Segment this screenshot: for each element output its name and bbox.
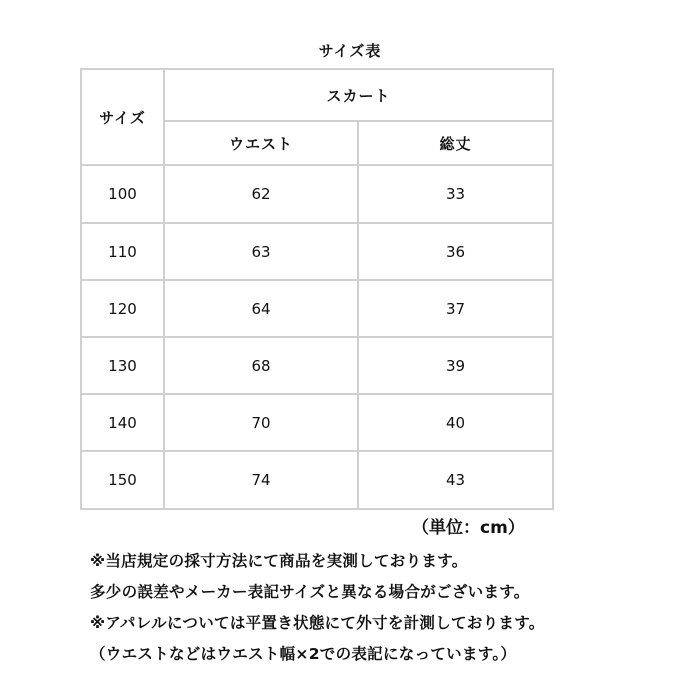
waist-cell: 63 xyxy=(164,223,358,280)
column-header-length: 総丈 xyxy=(358,121,553,165)
table-row xyxy=(81,394,553,451)
page-title: サイズ表 xyxy=(318,42,382,60)
header-row-top xyxy=(81,69,553,121)
waist-cell: 68 xyxy=(164,337,358,394)
table-row xyxy=(81,165,553,223)
column-header-waist: ウエスト xyxy=(164,121,358,165)
length-cell: 37 xyxy=(358,280,553,337)
notes xyxy=(90,546,690,670)
size-cell: 150 xyxy=(81,451,164,509)
length-cell: 36 xyxy=(358,223,553,280)
waist-cell: 62 xyxy=(164,165,358,223)
unit-label: （単位：cm） xyxy=(412,518,525,538)
table-row xyxy=(81,280,553,337)
waist-cell: 74 xyxy=(164,451,358,509)
size-header: サイズ xyxy=(81,69,164,165)
note-line: （ウエストなどはウエスト幅×2での表記になっています。） xyxy=(90,645,517,663)
note-line: ※アパレルについては平置き状態にて外寸を計測しております。 xyxy=(90,614,545,632)
length-cell: 33 xyxy=(358,165,553,223)
waist-cell: 64 xyxy=(164,280,358,337)
table-row xyxy=(81,337,553,394)
size-cell: 110 xyxy=(81,223,164,280)
table-row xyxy=(81,451,553,509)
size-cell: 130 xyxy=(81,337,164,394)
size-cell: 120 xyxy=(81,280,164,337)
length-cell: 40 xyxy=(358,394,553,451)
table-row xyxy=(81,223,553,280)
length-cell: 43 xyxy=(358,451,553,509)
group-header: スカート xyxy=(164,69,553,121)
length-cell: 39 xyxy=(358,337,553,394)
size-table xyxy=(80,68,554,510)
note-line: ※当店規定の採寸方法にて商品を実測しております。 xyxy=(90,552,468,570)
size-cell: 100 xyxy=(81,165,164,223)
note-line: 多少の誤差やメーカー表記サイズと異なる場合がございます。 xyxy=(90,583,530,601)
size-cell: 140 xyxy=(81,394,164,451)
waist-cell: 70 xyxy=(164,394,358,451)
